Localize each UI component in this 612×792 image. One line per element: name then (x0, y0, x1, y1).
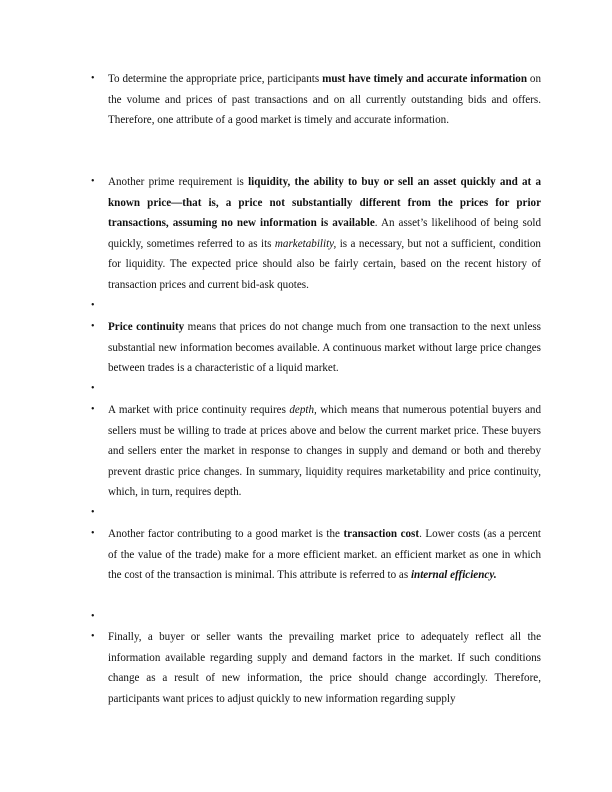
bullet-icon: • (91, 528, 95, 539)
bullet-item-transaction-cost (91, 524, 541, 586)
bullet-item-price-continuity (91, 317, 541, 379)
bullet-icon: • (91, 404, 95, 415)
bullet-item-external-efficiency (91, 627, 541, 709)
emphasis-text: internal efficiency. (410, 569, 497, 582)
emphasis-text: Price continuity (108, 321, 185, 333)
emphasis-text: depth, (289, 404, 317, 416)
emphasis-text: must have timely and accurate information (322, 73, 527, 85)
paragraph-text: To determine the appropriate price, participants must have timely and accurate information on the volume and prices of past transactions and on all currently outstanding bids and offers. Therefore, one attribute of a good market is timely and accurate information. (108, 73, 541, 127)
empty-bullet-icon: • (91, 507, 95, 518)
paragraph-text: Finally, a buyer or seller wants the prevailing market price to adequately reflect all the information available regarding supply and demand factors in the market. If such conditions change as a result of new information, the price should change accordingly. Therefore, participants want prices to adjust quickly to new information regarding supply (108, 631, 541, 705)
emphasis-text: transaction cost (343, 528, 420, 540)
empty-bullet-icon: • (91, 611, 95, 622)
bullet-item-timely-information (91, 69, 541, 131)
paragraph-text: A market with price continuity requires depth, which means that numerous potential buyers and sellers must be willing to trade at prices above and below the current market price. These buyers and sellers enter the market in response to changes in supply and demand or both and thereby prevent drastic price changes. In summary, liquidity requires marketability and price continuity, which, in turn, requires depth. (108, 404, 541, 499)
paragraph-text: Another prime requirement is liquidity, the ability to buy or sell an asset quickly and at a known price—that is, a price not substantially different from the prices for prior transactions, assuming no new information is available. An asset’s likelihood of being sold quickly, sometimes referred to as its marketability, is a necessary, but not a sufficient, condition for liquidity. The expected price should also be fairly certain, based on the recent history of transaction prices and current bid-ask quotes. (108, 176, 541, 291)
empty-bullet-icon: • (91, 383, 95, 394)
emphasis-text: marketability, (274, 237, 337, 250)
bullet-icon: • (91, 73, 95, 84)
paragraph-text: Another factor contributing to a good market is the transaction cost. Lower costs (as a percent of the value of the trade) make for a more efficient market. an efficient market as one in which the cost of the transaction is minimal. This attribute is referred to as internal efficiency. (108, 528, 542, 582)
bullet-item-depth (91, 400, 541, 503)
emphasis-text: liquidity, the ability to buy or sell an asset quickly and at a known price—that is, a price not substantially different from the prices for prior transactions, assuming no new information is available (108, 176, 541, 230)
bullet-icon: • (91, 321, 95, 332)
paragraph-text: Price continuity means that prices do not change much from one transaction to the next unless substantial new information becomes available. A continuous market without large price changes between trades is a characteristic of a liquid market. (108, 321, 541, 375)
bullet-icon: • (91, 176, 95, 187)
bullet-icon: • (91, 631, 95, 642)
bullet-item-liquidity (91, 172, 541, 296)
empty-bullet-icon: • (91, 300, 95, 311)
